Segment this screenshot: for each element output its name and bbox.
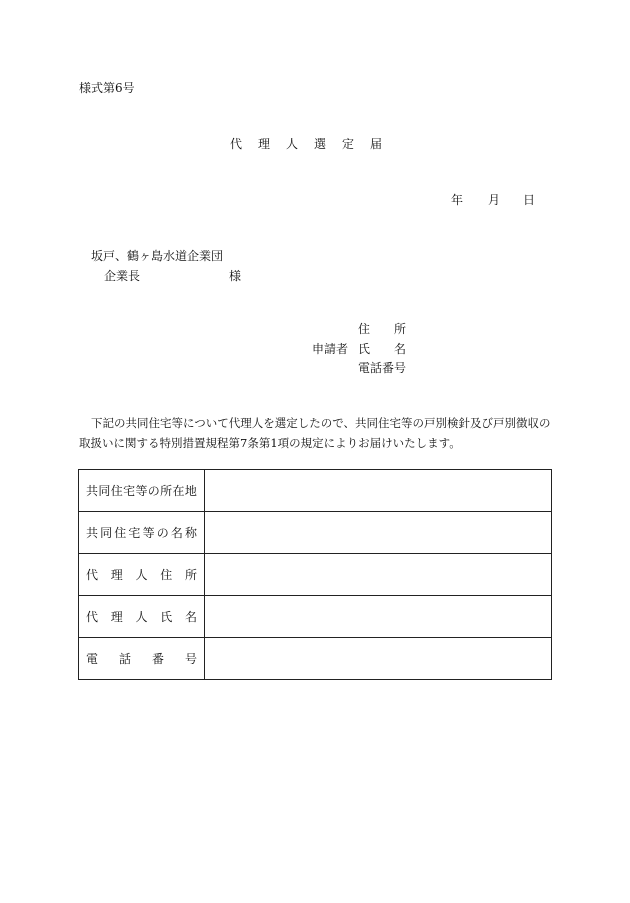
label-char: 番 [151,652,164,666]
value-cell-agent-address[interactable] [205,554,552,596]
title-char: 届 [370,137,383,151]
label-char: 名 [170,526,183,540]
label-char: 代 [86,610,99,624]
label-char: 宅 [128,526,141,540]
row-label-property-location [79,470,205,512]
date-month-label: 月 [488,193,501,207]
label-char: 住 [358,322,371,336]
date-day-label: 日 [523,193,536,207]
date-year-label: 年 [451,193,464,207]
label-char: 宅 [123,484,136,498]
label-char: 同 [100,526,113,540]
label-char: 代 [86,568,99,582]
row-label-property-name [79,512,205,554]
document-title [230,136,400,152]
value-cell-agent-name[interactable] [205,596,552,638]
recipient-organization: 坂戸、鶴ヶ島水道企業団 [91,249,224,263]
title-char: 代 [230,137,243,151]
label-char: 等 [135,484,148,498]
table-row [79,512,552,554]
value-cell-property-location[interactable] [205,470,552,512]
applicant-name-label [358,341,406,357]
label-char: 名 [393,342,406,356]
label-char: 所 [393,322,406,336]
recipient-title: 企業長 [104,269,141,283]
label-char: の [147,484,160,498]
form-number: 様式第6号 [79,81,135,95]
label-char: 話 [118,652,131,666]
label-char: 住 [110,484,123,498]
label-char: 称 [184,526,197,540]
label-char: 住 [160,568,173,582]
value-cell-phone-number[interactable] [205,638,552,680]
table-row [79,470,552,512]
label-char: 同 [98,484,111,498]
label-char: 氏 [358,342,371,356]
title-char: 選 [314,137,327,151]
recipient-honorific: 様 [229,269,242,283]
label-char: 地 [184,484,197,498]
label-char: 理 [110,610,123,624]
row-label-agent-name [79,596,205,638]
applicant-phone-label: 電話番号 [358,361,407,375]
info-table [78,469,552,680]
label-char: 共 [86,484,99,498]
row-label-agent-address [79,554,205,596]
label-char: 住 [114,526,127,540]
label-char: の [156,526,169,540]
table-row [79,554,552,596]
label-char: 共 [86,526,99,540]
table-row [79,638,552,680]
label-char: 号 [184,652,197,666]
title-char: 人 [286,137,299,151]
applicant-label: 申請者 [312,342,349,356]
title-char: 理 [258,137,271,151]
applicant-address-label [358,321,406,337]
row-label-phone-number [79,638,205,680]
title-char: 定 [342,137,355,151]
body-paragraph: 下記の共同住宅等について代理人を選定したので、共同住宅等の戸別検針及び戸別徴収の取扱いに関する特別措置規程第7条第1項の規定によりお届けいたします。 [79,416,551,450]
label-char: 所 [184,568,197,582]
table-row [79,596,552,638]
label-char: 名 [184,610,197,624]
label-char: 人 [135,610,148,624]
label-char: 理 [110,568,123,582]
label-char: 在 [172,484,185,498]
label-char: 電 [86,652,99,666]
label-char: 所 [160,484,173,498]
label-char: 等 [142,526,155,540]
value-cell-property-name[interactable] [205,512,552,554]
label-char: 氏 [160,610,173,624]
label-char: 人 [135,568,148,582]
